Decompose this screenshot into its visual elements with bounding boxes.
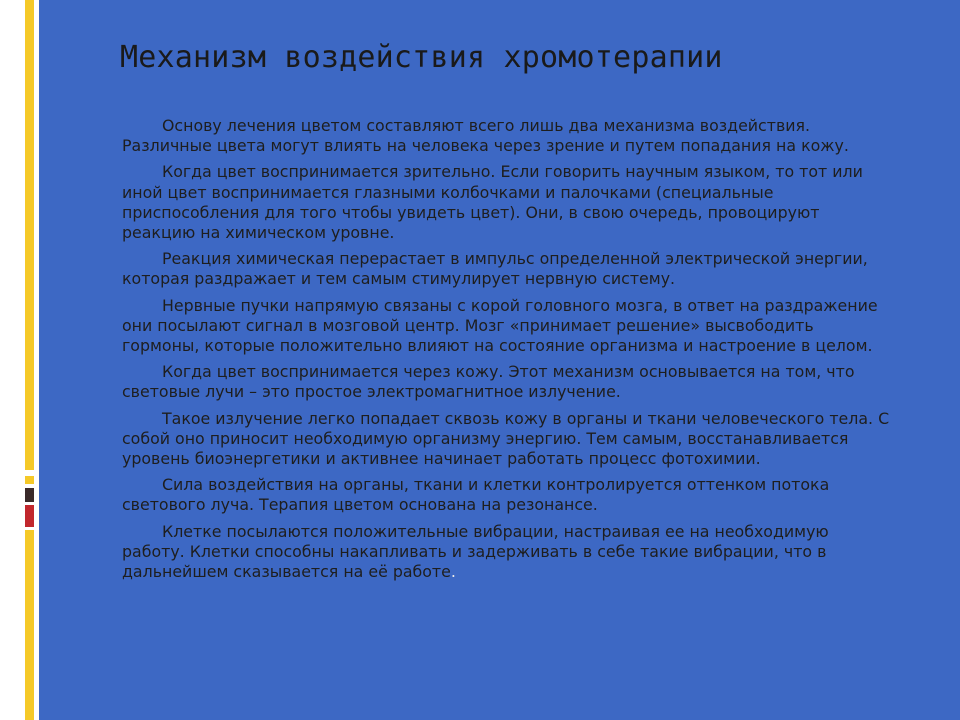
paragraph-last (122, 522, 894, 583)
paragraph: Сила воздействия на органы, ткани и клетки контролируется оттенком потока светового луча. Терапия цветом основана на резонансе. (122, 475, 830, 515)
accent-bar-dark (25, 488, 34, 502)
paragraph: Когда цвет воспринимается зрительно. Если говорить научным языком, то тот или иной цвет воспринимается глазными колбочками и палочками (специальные приспособления для того чтобы увидеть цвет). Они, в свою очередь, провоцируют реакцию на химическом уровне. (122, 162, 863, 243)
paragraph: Такое излучение легко попадает сквозь кожу в органы и ткани человеческого тела. С собой оно приносит необходимую организму энергию. Тем самым, восстанавливается уровень биоэнергетики и активнее начинает работать процесс фотохимии. (122, 408, 890, 469)
paragraph: Основу лечения цветом составляют всего лишь два механизма воздействия. Различные цвета могут влиять на человека через зрение и путем попадания на кожу. (122, 116, 849, 156)
accent-bar-gold-top (25, 0, 34, 470)
left-decoration-strip (0, 0, 39, 720)
paragraph-last-text: Клетке посылаются положительные вибрации, настраивая ее на необходимую работу. Клетки способны накапливать и задерживать в себе такие вибрации, что в дальнейшем сказывается на её работе (122, 521, 829, 582)
slide-body (122, 116, 894, 588)
accent-bar-gold-bottom (25, 530, 34, 720)
accent-bar-gold-small (25, 476, 34, 484)
paragraph: Когда цвет воспринимается через кожу. Этот механизм основывается на том, что световые лучи – это простое электромагнитное излучение. (122, 362, 855, 402)
accent-bar-red (25, 505, 34, 527)
paragraph: Нервные пучки напрямую связаны с корой головного мозга, в ответ на раздражение они посылают сигнал в мозговой центр. Мозг «принимает решение» высвободить гормоны, которые положительно влияют на состояние организма и настроение в целом. (122, 295, 878, 356)
slide-title: Механизм воздействия хромотерапии (120, 40, 723, 75)
trailing-period: . (450, 562, 456, 582)
paragraph: Реакция химическая перерастает в импульс определенной электрической энергии, которая раздражает и тем самым стимулирует нервную систему. (122, 249, 868, 289)
